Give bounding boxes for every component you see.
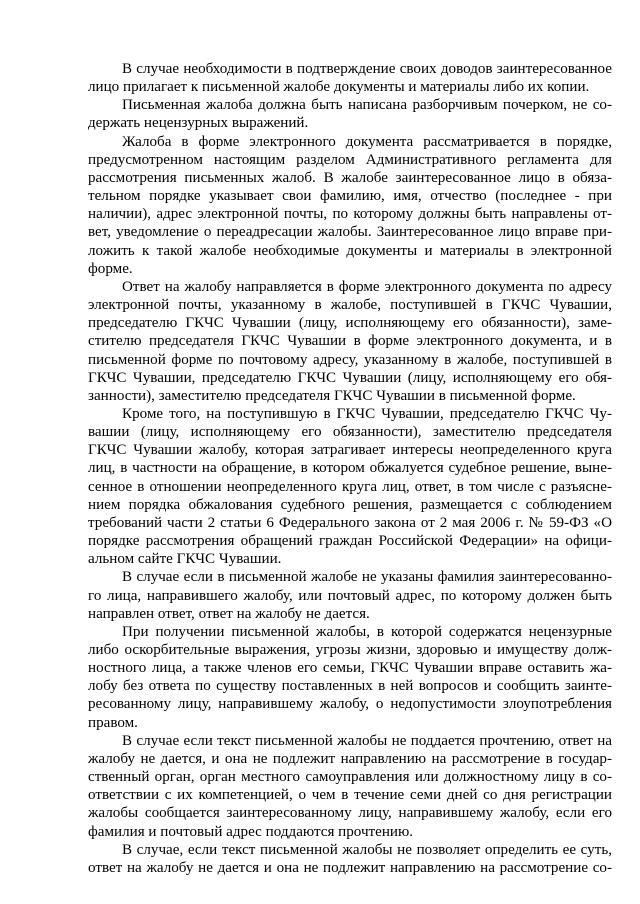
text-line: нием порядка обжалования судебного решения, размещается с соблюдением xyxy=(88,496,612,513)
paragraph xyxy=(88,60,612,96)
paragraph xyxy=(88,568,612,622)
text-line: электронной почты, указанному в жалобе, поступившей в ГКЧС Чувашии, xyxy=(88,297,612,314)
text-line: ответствии с их компетенцией, о чем в течение семи дней со дня регистрации xyxy=(88,787,612,804)
paragraph xyxy=(88,732,612,841)
text-line: Кроме того, на поступившую в ГКЧС Чувашии, председателю ГКЧС Чу- xyxy=(122,405,612,422)
paragraph xyxy=(88,623,612,732)
text-line: вет, уведомление о переадресации жалобы. Заинтересованное лицо вправе при- xyxy=(88,224,612,241)
text-line: В случае если текст письменной жалобы не поддается прочтению, ответ на xyxy=(122,732,612,749)
paragraph xyxy=(88,405,612,568)
text-line: правом. xyxy=(88,714,138,731)
text-line: ГКЧС Чувашии, председателю ГКЧС Чувашии (лицу, исполняющему его обя- xyxy=(88,369,612,386)
text-line: форме. xyxy=(88,260,133,277)
text-line: жалобы сообщается заинтересованному лицу, направившему жалобу, если его xyxy=(88,805,612,822)
text-line: Ответ на жалобу направляется в форме электронного документа по адресу xyxy=(122,278,612,295)
text-line: Письменная жалоба должна быть написана разборчивым почерком, не со- xyxy=(122,97,612,114)
text-line: порядке рассмотрения обращений граждан Российской Федерации» на офици- xyxy=(88,533,612,550)
text-line: стителю председателя ГКЧС Чувашии в форме электронного документа, и в xyxy=(88,333,612,350)
text-line: предусмотренном настоящим разделом Административного регламента для xyxy=(88,151,612,168)
text-line: либо оскорбительные выражения, угрозы жизни, здоровью и имуществу долж- xyxy=(88,642,612,658)
text-line: лиц, в частности на обращение, в котором обжалуется судебное решение, выне- xyxy=(88,460,612,477)
paragraph xyxy=(88,133,612,278)
text-line: держать нецензурных выражений. xyxy=(88,115,309,132)
paragraph xyxy=(88,278,612,405)
text-line: тельном порядке указывает свои фамилию, имя, отчество (последнее - при xyxy=(88,188,612,205)
text-line: наличии), адрес электронной почты, по которому должны быть направлены от- xyxy=(88,206,612,223)
text-line: В случае необходимости в подтверждение своих доводов заинтересованное xyxy=(122,61,612,77)
document-page xyxy=(88,60,612,877)
text-line: В случае, если текст письменной жалобы не позволяет определить ее суть, xyxy=(122,841,612,858)
text-line: ГКЧС Чувашии жалобу, которая затрагивает интересы неопределенного круга xyxy=(88,442,612,459)
text-line: лобу без ответа по существу поставленных в ней вопросов и сообщить заинте- xyxy=(88,678,612,695)
text-line: го лица, направившего жалобу, или почтовый адрес, по которому должен быть xyxy=(88,587,612,604)
text-line: письменной форме по почтовому адресу, указанному в жалобе, поступившей в xyxy=(88,351,612,368)
text-line: фамилия и почтовый адрес поддаются прочтению. xyxy=(88,823,414,840)
text-line: требований части 2 статьи 6 Федерального закона от 2 мая 2006 г. № 59-ФЗ «О xyxy=(88,514,612,531)
text-line: В случае если в письменной жалобе не указаны фамилия заинтересованно- xyxy=(122,569,612,586)
text-line: занности), заместителю председателя ГКЧС Чувашии в письменной форме. xyxy=(88,387,576,404)
paragraph xyxy=(88,96,612,132)
text-line: альном сайте ГКЧС Чувашии. xyxy=(88,551,282,568)
text-line: председателю ГКЧС Чувашии (лицу, исполняющему его обязанности), заме- xyxy=(88,315,612,332)
text-line: лицо прилагает к письменной жалобе документы и материалы либо их копии. xyxy=(88,79,590,96)
text-line: ственный орган, орган местного самоуправления или должностному лицу в со- xyxy=(88,769,612,786)
text-line: сенное в отношении неопределенного круга лиц, ответ, в том числе с разъясне- xyxy=(88,478,612,495)
text-line: ответ на жалобу не дается и она не подлежит направлению на рассмотрение со- xyxy=(88,859,612,876)
text-line: ресованному лицу, направившему жалобу, о недопустимости злоупотребления xyxy=(88,696,612,713)
text-line: направлен ответ, ответ на жалобу не дается. xyxy=(88,605,370,622)
paragraph xyxy=(88,841,612,877)
text-line: рассмотрения письменных жалоб. В жалобе заинтересованное лицо в обяза- xyxy=(88,169,612,186)
text-line: При получении письменной жалобы, в которой содержатся нецензурные xyxy=(122,623,612,640)
text-line: вашии (лицу, исполняющему его обязанности), заместителю председателя xyxy=(88,424,612,441)
text-line: Жалоба в форме электронного документа рассматривается в порядке, xyxy=(122,133,612,150)
text-line: жалобу не дается, и она не подлежит направлению на рассмотрение в государ- xyxy=(88,750,612,767)
text-line: ностного лица, а также членов его семьи, ГКЧС Чувашии вправе оставить жа- xyxy=(88,660,612,677)
text-line: ложить к такой жалобе необходимые документы и материалы в электронной xyxy=(88,242,612,259)
